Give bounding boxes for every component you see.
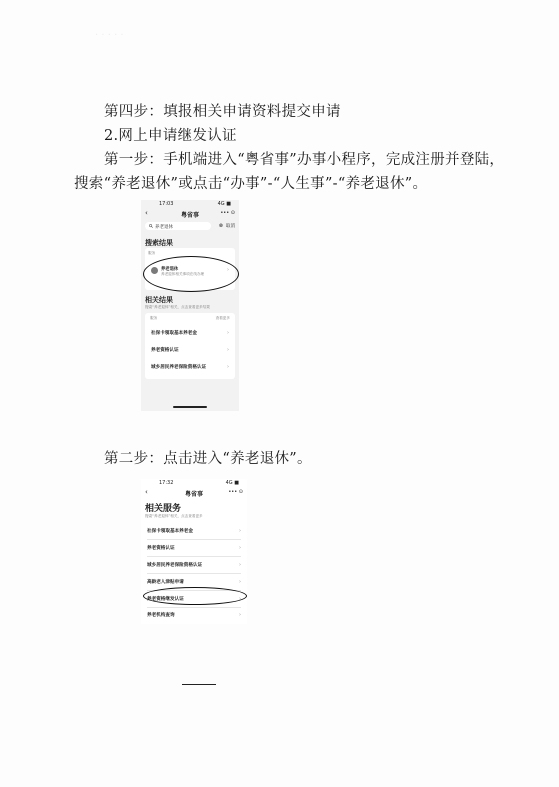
search-results-title: 搜索结果 (145, 239, 173, 247)
list-item[interactable] (145, 326, 235, 340)
related-services-title: 相关服务 (145, 504, 182, 514)
step1-text-line1: 第一步：手机端进入“粤省事”办事小程序，完成注册并登陆， (104, 152, 505, 168)
back-icon[interactable]: ‹ (145, 209, 148, 217)
list-item[interactable] (145, 343, 235, 357)
related-services-card (145, 313, 235, 379)
capsule-menu-icon[interactable]: ••• ⊙ (228, 489, 243, 495)
faint-header-mark: · · · · · (95, 30, 124, 41)
status-bar (141, 200, 239, 208)
cancel-search-button[interactable]: 取消 (226, 224, 235, 229)
list-item-label: 城乡居民养老保险资格认证 (147, 563, 203, 568)
list-item[interactable] (141, 608, 247, 624)
search-query: 养老退休 (155, 224, 173, 230)
services-label: 服务 (150, 316, 158, 320)
list-item[interactable] (145, 360, 235, 374)
related-services-subtitle: 搜索“养老退休”相关，点击查看更多 (145, 514, 203, 518)
status-time: 17:03 (159, 201, 174, 207)
service-label: 服务 (148, 251, 156, 255)
chevron-right-icon: › (227, 267, 229, 273)
step2-text: 第二步：点击进入“养老退休”。 (104, 451, 312, 467)
related-results-subtitle: 搜索“养老退休”相关，点击查看更多结果 (145, 305, 210, 309)
nav-title: 粤省事 (184, 491, 203, 498)
back-icon[interactable]: ‹ (145, 488, 148, 496)
list-item-label: 养老机构查询 (147, 613, 175, 618)
status-time: 17:32 (159, 480, 174, 486)
chevron-right-icon: › (227, 347, 229, 353)
step1-text-line2: 搜索“养老退休”或点击“办事”-“人生事”-“养老退休”。 (74, 176, 428, 192)
chevron-right-icon: › (227, 330, 229, 336)
chevron-right-icon: › (239, 545, 241, 551)
step4-text: 第四步：填报相关申请资料提交申请 (104, 104, 341, 120)
list-item-label: 城乡居民养老保险资格认证 (151, 365, 207, 370)
related-results-title: 相关结果 (145, 296, 173, 304)
chevron-right-icon: › (227, 364, 229, 370)
status-signal: 4G ■ (225, 480, 239, 486)
nav-bar (141, 487, 247, 499)
chevron-right-icon: › (239, 596, 241, 602)
chevron-right-icon: › (239, 579, 241, 585)
clear-search-icon[interactable]: ⊗ (218, 223, 223, 229)
search-icon (149, 224, 153, 230)
list-item-label: 社保卡領取基本养老金 (147, 529, 193, 534)
nav-bar (141, 208, 239, 220)
highlight-oval (143, 587, 247, 605)
capsule-menu-icon[interactable]: ••• ⊙ (220, 210, 235, 216)
chevron-right-icon: › (239, 528, 241, 534)
status-signal: 4G ■ (217, 201, 231, 207)
chevron-right-icon: › (239, 562, 241, 568)
chevron-right-icon: › (239, 612, 241, 618)
list-item-label: 养老资格继发认证 (147, 597, 184, 602)
nav-title: 粤省事 (180, 212, 199, 219)
view-more-link[interactable]: 查看更多 (215, 316, 230, 320)
highlight-oval (143, 256, 239, 292)
screenshot-search-results (141, 200, 239, 411)
app-description: 养老退休相关事项在线办理 (161, 272, 205, 276)
app-name: 养老退休 (161, 267, 179, 272)
list-item-label: 养老资格认证 (147, 546, 175, 551)
list-item[interactable] (141, 523, 247, 539)
list-item-label: 高龄老人津贴申请 (147, 580, 184, 585)
footer-rule (182, 684, 216, 685)
status-bar (141, 479, 247, 487)
online-application-heading: 2.网上申请继发认证 (104, 128, 237, 144)
list-item-label: 社保卡領取基本养老金 (151, 331, 197, 336)
list-item[interactable] (141, 540, 247, 556)
search-input[interactable] (145, 222, 211, 230)
home-indicator (173, 406, 207, 408)
list-item-label: 养老资格认证 (151, 348, 179, 353)
list-item[interactable] (141, 557, 247, 573)
